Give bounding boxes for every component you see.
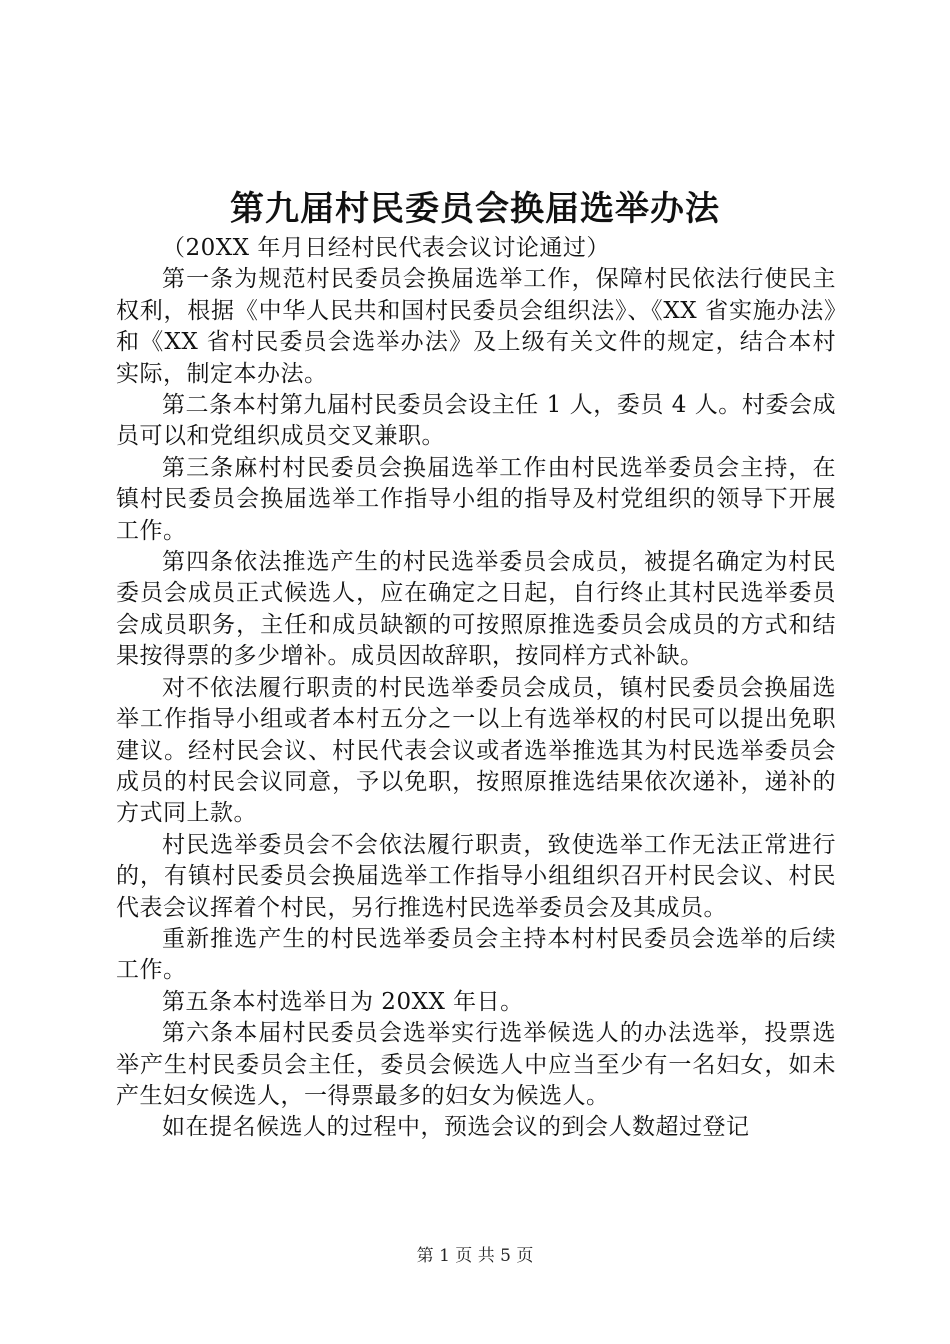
paragraph-article-3: 第三条麻村村民委员会换届选举工作由村民选举委员会主持，在镇村民委员会换届选举工作指导小组的指导及村党组织的领导下开展工作。 — [116, 454, 836, 544]
paragraph-follow-up: 重新推选产生的村民选举委员会主持本村村民委员会选举的后续工作。 — [116, 925, 836, 984]
paragraph-article-2: 第二条本村第九届村民委员会设主任 1 人，委员 4 人。村委会成员可以和党组织成员交叉兼职。 — [116, 392, 836, 450]
document-subtitle: （20XX 年月日经村民代表会议讨论通过） — [162, 235, 610, 261]
paragraph-nomination: 如在提名候选人的过程中，预选会议的到会人数超过登记 — [162, 1114, 750, 1141]
document-body — [116, 233, 836, 1144]
paragraph-article-6: 第六条本届村民委员会选举实行选举候选人的办法选举，投票选举产生村民委员会主任，委员会候选人中应当至少有一名妇女，如未产生妇女候选人，一得票最多的妇女为候选人。 — [116, 1020, 836, 1109]
page-number: 第 1 页 共 5 页 — [416, 1246, 534, 1266]
paragraph-article-4: 第四条依法推选产生的村民选举委员会成员，被提名确定为村民委员会成员正式候选人，应在确定之日起，自行终止其村民选举委员会成员职务，主任和成员缺额的可按照原推选委员会成员的方式和结果按得票的多少增补。成员因故辞职，按同样方式补缺。 — [116, 549, 836, 670]
paragraph-article-5: 第五条本村选举日为 20XX 年日。 — [162, 988, 524, 1015]
paragraph-article-1: 第一条为规范村民委员会换届选举工作，保障村民依法行使民主权利，根据《中华人民共和国村民委员会组织法》、《XX 省实施办法》和《XX 省村民委员会选举办法》及上级有关文件的规定，结合本村实际，制定本办法。 — [116, 266, 836, 387]
paragraph-reelection: 村民选举委员会不会依法履行职责，致使选举工作无法正常进行的，有镇村民委员会换届选举工作指导小组组织召开村民会议、村民代表会议挥着个村民，另行推选村民选举委员会及其成员。 — [116, 831, 836, 921]
paragraph-dismissal: 对不依法履行职责的村民选举委员会成员，镇村民委员会换届选举工作指导小组或者本村五分之一以上有选举权的村民可以提出免职建议。经村民会议、村民代表会议或者选举推选其为村民选举委员会成员的村民会议同意，予以免职，按照原推选结果依次递补，递补的方式同上款。 — [116, 674, 836, 827]
document-title: 第九届村民委员会换届选举办法 — [230, 189, 720, 229]
